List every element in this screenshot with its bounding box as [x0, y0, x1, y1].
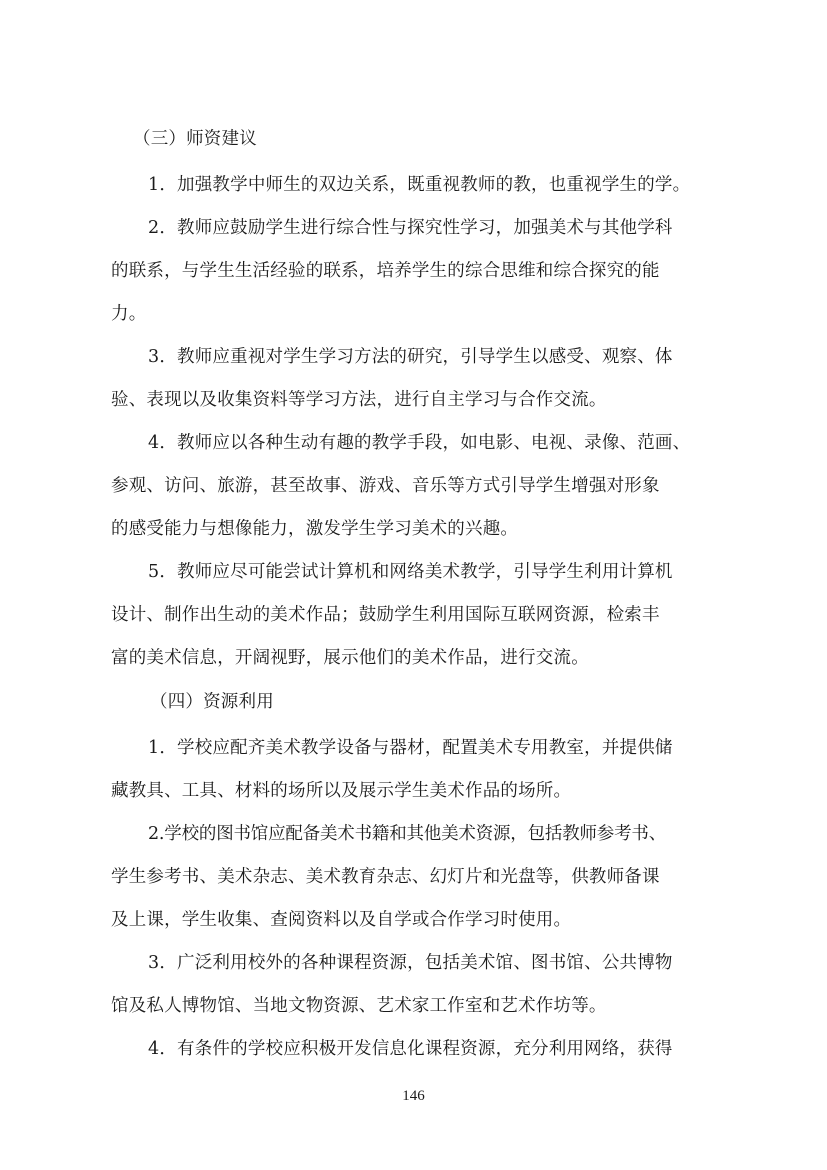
- paragraph-line: 3．广泛利用校外的各种课程资源，包括美术馆、图书馆、公共博物: [148, 953, 673, 973]
- paragraph-line: 5．教师应尽可能尝试计算机和网络美术教学，引导学生利用计算机: [148, 562, 673, 582]
- paragraph-line: 藏教具、工具、材料的场所以及展示学生美术作品的场所。: [111, 781, 572, 801]
- paragraph-line: 馆及私人博物馆、当地文物资源、艺术家工作室和艺术作坊等。: [111, 996, 607, 1016]
- section-heading-resource-use: （四）资源利用: [150, 692, 274, 712]
- paragraph-line: 富的美术信息，开阔视野，展示他们的美术作品，进行交流。: [111, 648, 589, 668]
- paragraph-line: 的感受能力与想像能力，激发学生学习美术的兴趣。: [111, 519, 519, 539]
- paragraph-line: 2.学校的图书馆应配备美术书籍和其他美术资源，包括教师参考书、: [148, 824, 666, 844]
- paragraph-line: 学生参考书、美术杂志、美术教育杂志、幻灯片和光盘等，供教师备课: [111, 867, 660, 887]
- paragraph-line: 3．教师应重视对学生学习方法的研究，引导学生以感受、观察、体: [148, 347, 673, 367]
- paragraph-line: 2．教师应鼓励学生进行综合性与探究性学习，加强美术与其他学科: [148, 218, 673, 238]
- paragraph-line: 的联系，与学生生活经验的联系，培养学生的综合思维和综合探究的能: [111, 261, 660, 281]
- paragraph-line: 参观、访问、旅游，甚至故事、游戏、音乐等方式引导学生增强对形象: [111, 476, 660, 496]
- paragraph-line: 设计、制作出生动的美术作品；鼓励学生利用国际互联网资源，检索丰: [111, 605, 660, 625]
- paragraph-line: 及上课，学生收集、查阅资料以及自学或合作学习时使用。: [111, 910, 572, 930]
- paragraph-line: 1．加强教学中师生的双边关系，既重视教师的教，也重视学生的学。: [148, 175, 691, 195]
- section-heading-teacher-suggestions: （三）师资建议: [133, 129, 257, 149]
- paragraph-line: 4．有条件的学校应积极开发信息化课程资源，充分利用网络，获得: [148, 1039, 673, 1059]
- paragraph-line: 1．学校应配齐美术教学设备与器材，配置美术专用教室，并提供储: [148, 738, 673, 758]
- paragraph-line: 验、表现以及收集资料等学习方法，进行自主学习与合作交流。: [111, 390, 607, 410]
- paragraph-line: 力。: [111, 304, 147, 324]
- paragraph-line: 4．教师应以各种生动有趣的教学手段，如电影、电视、录像、范画、: [148, 433, 691, 453]
- page-number: 146: [402, 1088, 425, 1104]
